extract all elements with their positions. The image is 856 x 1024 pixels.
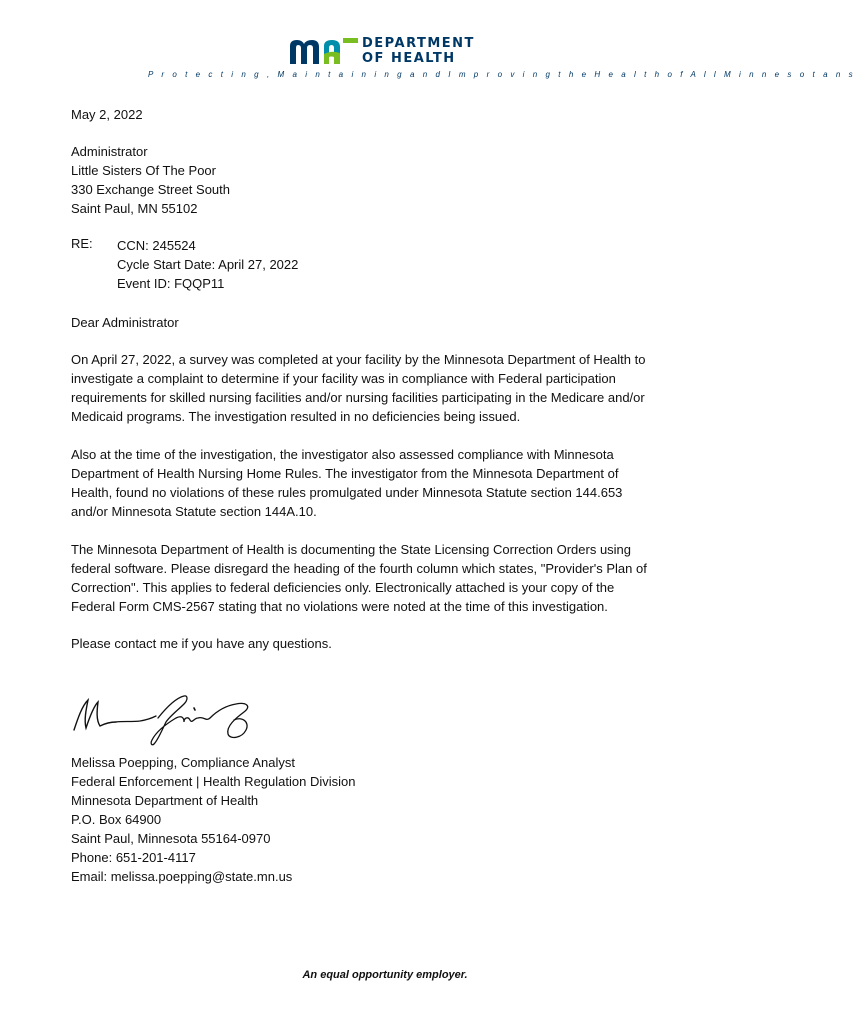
- paragraph-line: The Minnesota Department of Health is documenting the State Licensing Correction Orders using: [71, 542, 632, 557]
- paragraph-line: Correction". This applies to federal deficiencies only. Electronically attached is your copy of the: [71, 580, 615, 595]
- paragraph-line: and/or Minnesota Statute section 144A.10.: [71, 504, 317, 519]
- tagline: P r o t e c t i n g , M a i n t a i n i n g a n d I m p r o v i n g t h e H e a l t h o f A l l M i n n e s o t a n s: [148, 70, 856, 79]
- recipient-line: Administrator: [71, 144, 148, 159]
- paragraph-line: Health, found no violations of these rules promulgated under Minnesota Statute section 144.653: [71, 485, 623, 500]
- paragraph-line: requirements for skilled nursing facilities and/or nursing facilities participating in the Medicare and/or: [71, 390, 645, 405]
- re-line: Event ID: FQQP11: [117, 276, 225, 291]
- dept-name-line2: OF HEALTH: [362, 51, 456, 66]
- paragraph-line: Department of Health Nursing Home Rules. The investigator from the Minnesota Department of: [71, 466, 619, 481]
- re-line: CCN: 245524: [117, 238, 196, 253]
- signature-block: [71, 753, 695, 886]
- mn-logo-mark: [288, 36, 360, 66]
- body-paragraph-4: [71, 634, 695, 653]
- mdh-logo: [288, 34, 488, 68]
- paragraph-line: investigate a complaint to determine if your facility was in compliance with Federal participation: [71, 371, 616, 386]
- paragraph-line: Federal Form CMS-2567 stating that no violations were noted at the time of this investigation.: [71, 599, 608, 614]
- re-details: [117, 236, 298, 293]
- signer-organization: Minnesota Department of Health: [71, 793, 259, 808]
- signer-po-box: P.O. Box 64900: [71, 812, 162, 827]
- body-paragraph-2: [71, 445, 695, 521]
- re-label: RE:: [71, 236, 93, 251]
- re-line: Cycle Start Date: April 27, 2022: [117, 257, 299, 272]
- recipient-line: Little Sisters Of The Poor: [71, 163, 216, 178]
- body-paragraph-3: [71, 540, 695, 616]
- paragraph-line: federal software. Please disregard the heading of the fourth column which states, "Provider's Plan of: [71, 561, 647, 576]
- signer-phone: Phone: 651-201-4117: [71, 850, 196, 865]
- dept-name-line1: DEPARTMENT: [362, 36, 475, 51]
- handwritten-signature: [66, 688, 266, 750]
- signer-division: Federal Enforcement | Health Regulation Division: [71, 774, 356, 789]
- signer-email[interactable]: Email: melissa.poepping@state.mn.us: [71, 869, 293, 884]
- paragraph-line: Please contact me if you have any questions.: [71, 636, 332, 651]
- paragraph-line: Also at the time of the investigation, the investigator also assessed compliance with Minnesota: [71, 447, 614, 462]
- signer-name-title: Melissa Poepping, Compliance Analyst: [71, 755, 296, 770]
- recipient-line: 330 Exchange Street South: [71, 182, 231, 197]
- salutation: Dear Administrator: [71, 315, 179, 330]
- recipient-line: Saint Paul, MN 55102: [71, 201, 198, 216]
- paragraph-line: On April 27, 2022, a survey was completed at your facility by the Minnesota Department of Health to: [71, 352, 646, 367]
- letter-date: May 2, 2022: [71, 107, 143, 122]
- paragraph-line: Medicaid programs. The investigation resulted in no deficiencies being issued.: [71, 409, 521, 424]
- body-paragraph-1: [71, 350, 695, 426]
- recipient-address: [71, 142, 695, 218]
- signer-city-state: Saint Paul, Minnesota 55164-0970: [71, 831, 271, 846]
- footer-eeo-statement: An equal opportunity employer.: [302, 969, 468, 981]
